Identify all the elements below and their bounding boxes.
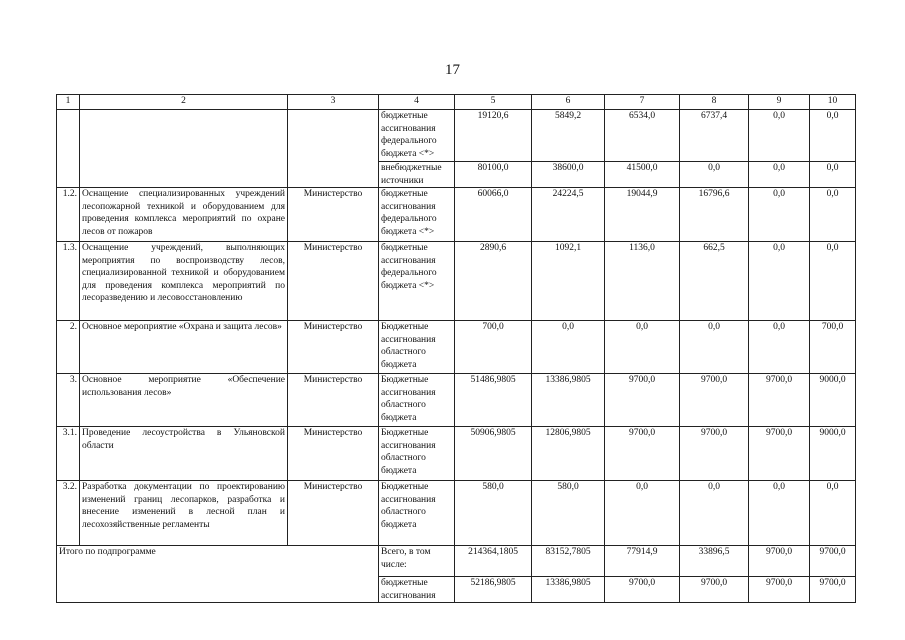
- row-value: 662,5: [680, 242, 749, 321]
- row-value: 24224,5: [532, 188, 605, 242]
- row-value: 41500,0: [605, 162, 680, 188]
- row-value: 0,0: [680, 481, 749, 546]
- header-cell: 10: [810, 95, 856, 110]
- row-value: 6534,0: [605, 110, 680, 162]
- row-name: Проведение лесоустройства в Ульяновской области: [80, 427, 288, 481]
- row-responsible: Министерство: [288, 188, 379, 242]
- row-value: 0,0: [810, 481, 856, 546]
- row-code: [57, 110, 80, 188]
- header-cell: 1: [57, 95, 80, 110]
- page-number: 17: [445, 62, 460, 78]
- row-funding-source: бюджетные ассигнования федерального бюджета <*>: [379, 188, 455, 242]
- row-value: 5849,2: [532, 110, 605, 162]
- row-responsible: Министерство: [288, 321, 379, 374]
- total-value: 214364,1805: [455, 546, 532, 577]
- row-value: 9700,0: [749, 427, 810, 481]
- row-value: 0,0: [605, 321, 680, 374]
- row-value: 0,0: [749, 481, 810, 546]
- total-value: 77914,9: [605, 546, 680, 577]
- total-value: 9700,0: [810, 546, 856, 577]
- total-value: 33896,5: [680, 546, 749, 577]
- row-value: 0,0: [532, 321, 605, 374]
- table-row: [57, 242, 856, 321]
- total-funding-source: бюджетные ассигнования: [379, 577, 455, 603]
- row-value: 2890,6: [455, 242, 532, 321]
- total-value: 13386,9805: [532, 577, 605, 603]
- row-value: 9700,0: [749, 374, 810, 427]
- row-value: 19044,9: [605, 188, 680, 242]
- table-row: [57, 427, 856, 481]
- header-cell: 4: [379, 95, 455, 110]
- row-value: 0,0: [810, 242, 856, 321]
- row-value: 9700,0: [680, 374, 749, 427]
- table-row: [57, 321, 856, 374]
- row-funding-source: Бюджетные ассигнования областного бюджета: [379, 427, 455, 481]
- row-value: 80100,0: [455, 162, 532, 188]
- row-value: 700,0: [455, 321, 532, 374]
- table-row: [57, 481, 856, 546]
- total-value: 9700,0: [680, 577, 749, 603]
- total-funding-source: Всего, в том числе:: [379, 546, 455, 577]
- row-value: 0,0: [810, 188, 856, 242]
- row-value: 6737,4: [680, 110, 749, 162]
- row-value: 19120,6: [455, 110, 532, 162]
- row-funding-source: бюджетные ассигнования федерального бюджета <*>: [379, 242, 455, 321]
- row-code: 3.: [57, 374, 80, 427]
- header-cell: 7: [605, 95, 680, 110]
- row-code: 1.2.: [57, 188, 80, 242]
- row-value: 13386,9805: [532, 374, 605, 427]
- row-code: 2.: [57, 321, 80, 374]
- row-name: Основное мероприятие «Охрана и защита лесов»: [80, 321, 288, 374]
- row-name: Основное мероприятие «Обеспечение использования лесов»: [80, 374, 288, 427]
- header-cell: 9: [749, 95, 810, 110]
- row-value: 38600,0: [532, 162, 605, 188]
- row-value: 0,0: [749, 188, 810, 242]
- row-funding-source: Бюджетные ассигнования областного бюджета: [379, 481, 455, 546]
- row-name: Оснащение специализированных учреждений лесопожарной техникой и оборудованием для проведения комплекса мероприятий по охране лесов от пожаров: [80, 188, 288, 242]
- total-row: [57, 546, 856, 577]
- row-value: 9700,0: [680, 427, 749, 481]
- row-value: 0,0: [680, 321, 749, 374]
- row-value: 0,0: [749, 242, 810, 321]
- row-value: 1136,0: [605, 242, 680, 321]
- row-value: 0,0: [810, 162, 856, 188]
- total-value: 52186,9805: [455, 577, 532, 603]
- row-responsible: Министерство: [288, 427, 379, 481]
- row-value: 0,0: [605, 481, 680, 546]
- row-value: 60066,0: [455, 188, 532, 242]
- total-label: Итого по подпрограмме: [57, 546, 379, 603]
- row-value: 1092,1: [532, 242, 605, 321]
- row-code: 1.3.: [57, 242, 80, 321]
- row-value: 0,0: [810, 110, 856, 162]
- row-responsible: [288, 110, 379, 188]
- total-value: 9700,0: [810, 577, 856, 603]
- row-value: 0,0: [749, 162, 810, 188]
- row-value: 12806,9805: [532, 427, 605, 481]
- row-responsible: Министерство: [288, 242, 379, 321]
- header-cell: 8: [680, 95, 749, 110]
- row-value: 0,0: [749, 110, 810, 162]
- row-value: 51486,9805: [455, 374, 532, 427]
- header-cell: 2: [80, 95, 288, 110]
- row-value: 50906,9805: [455, 427, 532, 481]
- header-cell: 5: [455, 95, 532, 110]
- row-name: Разработка документации по проектированию изменений границ лесопарков, разработка и внесение изменений в лесной план и лесохозяйственные регламенты: [80, 481, 288, 546]
- table-row: [57, 188, 856, 242]
- row-name: Оснащение учреждений, выполняющих мероприятия по воспроизводству лесов, специализированной техникой и оборудованием для проведения комплекса мероприятий по лесоразведению и лесовосстановлению: [80, 242, 288, 321]
- total-value: 83152,7805: [532, 546, 605, 577]
- row-funding-source: Бюджетные ассигнования областного бюджета: [379, 321, 455, 374]
- row-value: 9000,0: [810, 427, 856, 481]
- total-value: 9700,0: [749, 546, 810, 577]
- row-code: 3.2.: [57, 481, 80, 546]
- row-value: 580,0: [532, 481, 605, 546]
- header-cell: 3: [288, 95, 379, 110]
- row-value: 9000,0: [810, 374, 856, 427]
- row-value: 0,0: [749, 321, 810, 374]
- total-value: 9700,0: [749, 577, 810, 603]
- header-cell: 6: [532, 95, 605, 110]
- row-value: 700,0: [810, 321, 856, 374]
- row-code: 3.1.: [57, 427, 80, 481]
- row-funding-source: бюджетные ассигнования федерального бюджета <*>: [379, 110, 455, 162]
- row-value: 0,0: [680, 162, 749, 188]
- row-responsible: Министерство: [288, 481, 379, 546]
- row-value: 580,0: [455, 481, 532, 546]
- row-funding-source: внебюджетные источники: [379, 162, 455, 188]
- budget-table: [56, 94, 856, 603]
- table-row: [57, 110, 856, 162]
- row-responsible: Министерство: [288, 374, 379, 427]
- row-funding-source: Бюджетные ассигнования областного бюджета: [379, 374, 455, 427]
- header-row: [57, 95, 856, 110]
- row-value: 16796,6: [680, 188, 749, 242]
- total-value: 9700,0: [605, 577, 680, 603]
- row-value: 9700,0: [605, 427, 680, 481]
- table-row: [57, 374, 856, 427]
- row-name: [80, 110, 288, 188]
- row-value: 9700,0: [605, 374, 680, 427]
